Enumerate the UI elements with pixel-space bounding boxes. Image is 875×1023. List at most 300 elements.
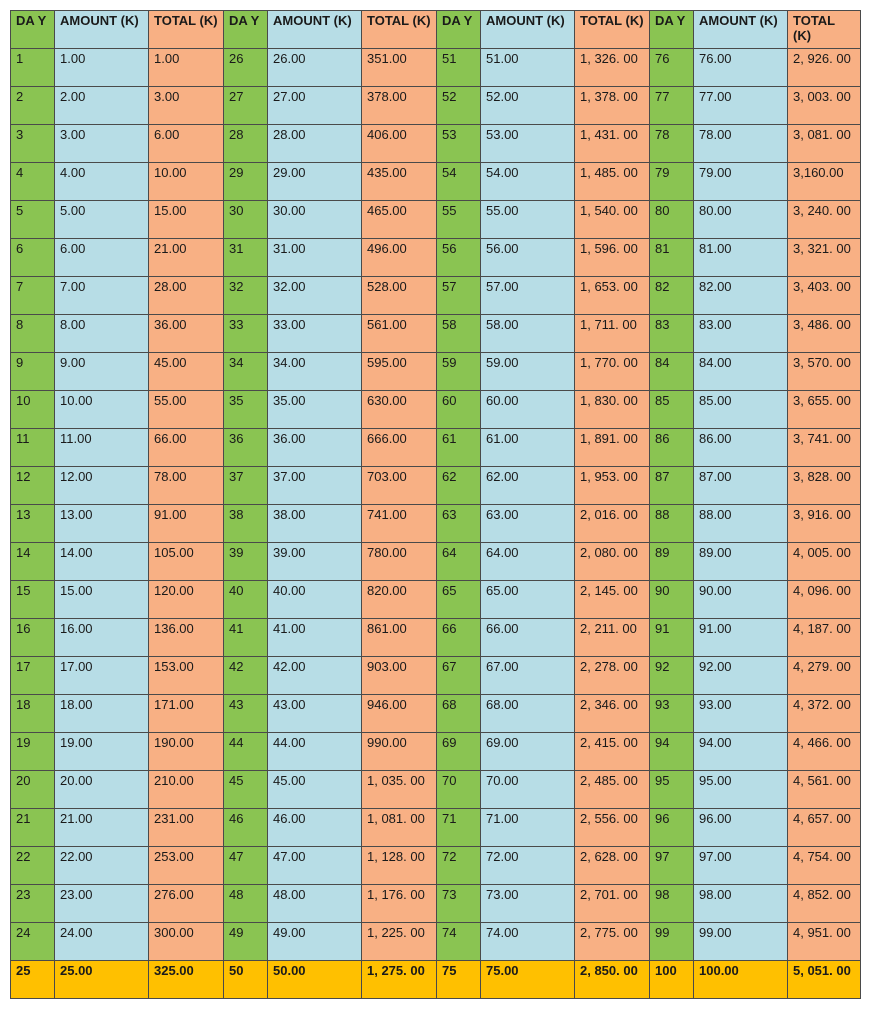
day-cell: 32 [224,277,268,315]
day-cell: 49 [224,923,268,961]
total-cell: 78.00 [149,467,224,505]
header-day-3: DA Y [437,11,481,49]
day-cell: 20 [11,771,55,809]
total-cell: 3, 655. 00 [788,391,861,429]
table-body [11,49,861,999]
total-cell: 4, 372. 00 [788,695,861,733]
amount-cell: 11.00 [55,429,149,467]
day-cell: 57 [437,277,481,315]
table-row [11,163,861,201]
total-cell: 276.00 [149,885,224,923]
day-cell: 13 [11,505,55,543]
total-cell: 406.00 [362,125,437,163]
day-cell: 97 [650,847,694,885]
amount-cell: 63.00 [481,505,575,543]
amount-cell: 73.00 [481,885,575,923]
day-cell: 92 [650,657,694,695]
day-cell: 69 [437,733,481,771]
amount-cell: 26.00 [268,49,362,87]
amount-cell: 75.00 [481,961,575,999]
day-cell: 12 [11,467,55,505]
total-cell: 3, 321. 00 [788,239,861,277]
header-total-4: TOTAL (K) [788,11,861,49]
amount-cell: 50.00 [268,961,362,999]
day-cell: 96 [650,809,694,847]
total-cell: 1, 225. 00 [362,923,437,961]
amount-cell: 21.00 [55,809,149,847]
total-cell: 3, 741. 00 [788,429,861,467]
total-cell: 231.00 [149,809,224,847]
day-cell: 91 [650,619,694,657]
total-cell: 15.00 [149,201,224,239]
total-cell: 2, 016. 00 [575,505,650,543]
table-row [11,885,861,923]
amount-cell: 98.00 [694,885,788,923]
day-cell: 10 [11,391,55,429]
amount-cell: 18.00 [55,695,149,733]
total-cell: 91.00 [149,505,224,543]
day-cell: 54 [437,163,481,201]
table-row [11,125,861,163]
amount-cell: 95.00 [694,771,788,809]
amount-cell: 40.00 [268,581,362,619]
total-cell: 1, 830. 00 [575,391,650,429]
day-cell: 43 [224,695,268,733]
total-cell: 3, 916. 00 [788,505,861,543]
amount-cell: 65.00 [481,581,575,619]
total-cell: 4, 754. 00 [788,847,861,885]
amount-cell: 45.00 [268,771,362,809]
total-cell: 2, 485. 00 [575,771,650,809]
day-cell: 62 [437,467,481,505]
total-cell: 780.00 [362,543,437,581]
total-cell: 1, 891. 00 [575,429,650,467]
total-cell: 4, 951. 00 [788,923,861,961]
amount-cell: 61.00 [481,429,575,467]
total-cell: 990.00 [362,733,437,771]
amount-cell: 31.00 [268,239,362,277]
day-cell: 40 [224,581,268,619]
amount-cell: 53.00 [481,125,575,163]
day-cell: 41 [224,619,268,657]
total-cell: 2, 145. 00 [575,581,650,619]
amount-cell: 4.00 [55,163,149,201]
day-cell: 83 [650,315,694,353]
total-cell: 4, 561. 00 [788,771,861,809]
total-cell: 4, 279. 00 [788,657,861,695]
day-cell: 63 [437,505,481,543]
header-day-1: DA Y [11,11,55,49]
amount-cell: 52.00 [481,87,575,125]
day-cell: 81 [650,239,694,277]
table-row [11,581,861,619]
day-cell: 39 [224,543,268,581]
day-cell: 25 [11,961,55,999]
amount-cell: 66.00 [481,619,575,657]
total-cell: 1, 953. 00 [575,467,650,505]
table-row [11,467,861,505]
header-total-1: TOTAL (K) [149,11,224,49]
day-cell: 77 [650,87,694,125]
day-cell: 64 [437,543,481,581]
amount-cell: 48.00 [268,885,362,923]
amount-cell: 78.00 [694,125,788,163]
amount-cell: 62.00 [481,467,575,505]
amount-cell: 25.00 [55,961,149,999]
amount-cell: 79.00 [694,163,788,201]
amount-cell: 93.00 [694,695,788,733]
table-row [11,619,861,657]
total-cell: 820.00 [362,581,437,619]
total-cell: 3.00 [149,87,224,125]
day-cell: 23 [11,885,55,923]
total-cell: 3, 486. 00 [788,315,861,353]
total-cell: 1.00 [149,49,224,87]
total-cell: 703.00 [362,467,437,505]
total-cell: 120.00 [149,581,224,619]
day-cell: 17 [11,657,55,695]
amount-cell: 91.00 [694,619,788,657]
total-cell: 1, 275. 00 [362,961,437,999]
day-cell: 15 [11,581,55,619]
day-cell: 21 [11,809,55,847]
amount-cell: 47.00 [268,847,362,885]
amount-cell: 56.00 [481,239,575,277]
total-cell: 3, 081. 00 [788,125,861,163]
amount-cell: 69.00 [481,733,575,771]
day-cell: 33 [224,315,268,353]
table-row [11,809,861,847]
amount-cell: 58.00 [481,315,575,353]
table-row [11,315,861,353]
day-cell: 24 [11,923,55,961]
amount-cell: 42.00 [268,657,362,695]
day-cell: 36 [224,429,268,467]
amount-cell: 54.00 [481,163,575,201]
amount-cell: 85.00 [694,391,788,429]
amount-cell: 7.00 [55,277,149,315]
amount-cell: 34.00 [268,353,362,391]
amount-cell: 17.00 [55,657,149,695]
amount-cell: 10.00 [55,391,149,429]
total-cell: 435.00 [362,163,437,201]
day-cell: 14 [11,543,55,581]
day-cell: 7 [11,277,55,315]
day-cell: 58 [437,315,481,353]
amount-cell: 32.00 [268,277,362,315]
table-row [11,353,861,391]
amount-cell: 24.00 [55,923,149,961]
amount-cell: 1.00 [55,49,149,87]
total-cell: 741.00 [362,505,437,543]
day-cell: 26 [224,49,268,87]
total-cell: 1, 128. 00 [362,847,437,885]
day-cell: 9 [11,353,55,391]
day-cell: 72 [437,847,481,885]
day-cell: 52 [437,87,481,125]
day-cell: 31 [224,239,268,277]
amount-cell: 74.00 [481,923,575,961]
amount-cell: 3.00 [55,125,149,163]
header-row [11,11,861,49]
total-cell: 561.00 [362,315,437,353]
header-total-2: TOTAL (K) [362,11,437,49]
total-cell: 496.00 [362,239,437,277]
total-cell: 2, 211. 00 [575,619,650,657]
day-cell: 90 [650,581,694,619]
amount-cell: 36.00 [268,429,362,467]
amount-cell: 87.00 [694,467,788,505]
amount-cell: 16.00 [55,619,149,657]
day-cell: 11 [11,429,55,467]
header-total-3: TOTAL (K) [575,11,650,49]
header-amount-2: AMOUNT (K) [268,11,362,49]
amount-cell: 90.00 [694,581,788,619]
total-cell: 21.00 [149,239,224,277]
total-cell: 1, 653. 00 [575,277,650,315]
total-cell: 528.00 [362,277,437,315]
total-cell: 2, 556. 00 [575,809,650,847]
day-cell: 100 [650,961,694,999]
amount-cell: 83.00 [694,315,788,353]
total-cell: 903.00 [362,657,437,695]
amount-cell: 81.00 [694,239,788,277]
amount-cell: 20.00 [55,771,149,809]
table-row [11,239,861,277]
day-cell: 35 [224,391,268,429]
amount-cell: 49.00 [268,923,362,961]
amount-cell: 44.00 [268,733,362,771]
total-cell: 136.00 [149,619,224,657]
total-cell: 1, 326. 00 [575,49,650,87]
day-cell: 42 [224,657,268,695]
amount-cell: 80.00 [694,201,788,239]
total-cell: 2, 346. 00 [575,695,650,733]
total-cell: 36.00 [149,315,224,353]
day-cell: 44 [224,733,268,771]
amount-cell: 89.00 [694,543,788,581]
amount-cell: 94.00 [694,733,788,771]
day-cell: 55 [437,201,481,239]
amount-cell: 15.00 [55,581,149,619]
day-cell: 4 [11,163,55,201]
amount-cell: 57.00 [481,277,575,315]
amount-cell: 77.00 [694,87,788,125]
amount-cell: 28.00 [268,125,362,163]
day-cell: 37 [224,467,268,505]
total-cell: 1, 176. 00 [362,885,437,923]
day-cell: 5 [11,201,55,239]
total-cell: 1, 035. 00 [362,771,437,809]
day-cell: 28 [224,125,268,163]
amount-cell: 35.00 [268,391,362,429]
table-row [11,201,861,239]
day-cell: 30 [224,201,268,239]
table-row [11,771,861,809]
amount-cell: 30.00 [268,201,362,239]
day-cell: 86 [650,429,694,467]
day-cell: 76 [650,49,694,87]
amount-cell: 6.00 [55,239,149,277]
day-cell: 38 [224,505,268,543]
total-cell: 1, 596. 00 [575,239,650,277]
day-cell: 61 [437,429,481,467]
total-cell: 2, 926. 00 [788,49,861,87]
day-cell: 88 [650,505,694,543]
amount-cell: 71.00 [481,809,575,847]
total-cell: 4, 005. 00 [788,543,861,581]
day-cell: 66 [437,619,481,657]
total-cell: 190.00 [149,733,224,771]
day-cell: 50 [224,961,268,999]
total-cell: 28.00 [149,277,224,315]
total-cell: 4, 466. 00 [788,733,861,771]
day-cell: 51 [437,49,481,87]
amount-cell: 13.00 [55,505,149,543]
day-cell: 53 [437,125,481,163]
day-cell: 95 [650,771,694,809]
total-cell: 630.00 [362,391,437,429]
amount-cell: 37.00 [268,467,362,505]
day-cell: 85 [650,391,694,429]
day-cell: 48 [224,885,268,923]
amount-cell: 29.00 [268,163,362,201]
amount-cell: 82.00 [694,277,788,315]
total-cell: 55.00 [149,391,224,429]
amount-cell: 60.00 [481,391,575,429]
day-cell: 93 [650,695,694,733]
header-amount-3: AMOUNT (K) [481,11,575,49]
total-cell: 2, 628. 00 [575,847,650,885]
total-cell: 325.00 [149,961,224,999]
total-cell: 3, 240. 00 [788,201,861,239]
amount-cell: 22.00 [55,847,149,885]
amount-cell: 64.00 [481,543,575,581]
amount-cell: 59.00 [481,353,575,391]
total-cell: 3, 403. 00 [788,277,861,315]
total-cell: 3,160.00 [788,163,861,201]
total-cell: 45.00 [149,353,224,391]
table-row [11,87,861,125]
total-cell: 2, 415. 00 [575,733,650,771]
total-cell: 10.00 [149,163,224,201]
day-cell: 74 [437,923,481,961]
total-cell: 1, 081. 00 [362,809,437,847]
day-cell: 2 [11,87,55,125]
amount-cell: 2.00 [55,87,149,125]
table-row [11,429,861,467]
total-cell: 66.00 [149,429,224,467]
table-row [11,657,861,695]
amount-cell: 84.00 [694,353,788,391]
total-cell: 465.00 [362,201,437,239]
day-cell: 46 [224,809,268,847]
table-row [11,847,861,885]
table-row [11,391,861,429]
total-cell: 2, 278. 00 [575,657,650,695]
amount-cell: 86.00 [694,429,788,467]
total-cell: 4, 852. 00 [788,885,861,923]
day-cell: 80 [650,201,694,239]
total-cell: 253.00 [149,847,224,885]
total-cell: 105.00 [149,543,224,581]
total-cell: 4, 657. 00 [788,809,861,847]
table-row [11,923,861,961]
total-cell: 1, 770. 00 [575,353,650,391]
total-cell: 171.00 [149,695,224,733]
total-cell: 2, 080. 00 [575,543,650,581]
day-cell: 45 [224,771,268,809]
table-row [11,277,861,315]
day-cell: 67 [437,657,481,695]
amount-cell: 19.00 [55,733,149,771]
total-cell: 2, 775. 00 [575,923,650,961]
amount-cell: 12.00 [55,467,149,505]
day-cell: 56 [437,239,481,277]
day-cell: 22 [11,847,55,885]
day-cell: 47 [224,847,268,885]
total-cell: 300.00 [149,923,224,961]
amount-cell: 92.00 [694,657,788,695]
amount-cell: 99.00 [694,923,788,961]
day-cell: 3 [11,125,55,163]
amount-cell: 70.00 [481,771,575,809]
table-row [11,695,861,733]
day-cell: 98 [650,885,694,923]
day-cell: 87 [650,467,694,505]
amount-cell: 38.00 [268,505,362,543]
total-cell: 5, 051. 00 [788,961,861,999]
total-cell: 3, 003. 00 [788,87,861,125]
total-cell: 1, 378. 00 [575,87,650,125]
amount-cell: 46.00 [268,809,362,847]
total-cell: 153.00 [149,657,224,695]
total-cell: 4, 187. 00 [788,619,861,657]
amount-cell: 33.00 [268,315,362,353]
header-day-2: DA Y [224,11,268,49]
total-cell: 351.00 [362,49,437,87]
total-cell: 1, 711. 00 [575,315,650,353]
amount-cell: 5.00 [55,201,149,239]
total-cell: 861.00 [362,619,437,657]
total-cell: 3, 570. 00 [788,353,861,391]
table-row [11,543,861,581]
total-cell: 1, 540. 00 [575,201,650,239]
total-cell: 4, 096. 00 [788,581,861,619]
day-cell: 68 [437,695,481,733]
total-cell: 2, 850. 00 [575,961,650,999]
day-cell: 27 [224,87,268,125]
day-cell: 1 [11,49,55,87]
amount-cell: 9.00 [55,353,149,391]
amount-cell: 68.00 [481,695,575,733]
day-cell: 84 [650,353,694,391]
day-cell: 89 [650,543,694,581]
total-cell: 378.00 [362,87,437,125]
total-cell: 946.00 [362,695,437,733]
amount-cell: 14.00 [55,543,149,581]
day-cell: 99 [650,923,694,961]
total-cell: 595.00 [362,353,437,391]
day-cell: 19 [11,733,55,771]
amount-cell: 67.00 [481,657,575,695]
total-cell: 2, 701. 00 [575,885,650,923]
table-row [11,505,861,543]
day-cell: 16 [11,619,55,657]
amount-cell: 97.00 [694,847,788,885]
day-cell: 18 [11,695,55,733]
amount-cell: 96.00 [694,809,788,847]
